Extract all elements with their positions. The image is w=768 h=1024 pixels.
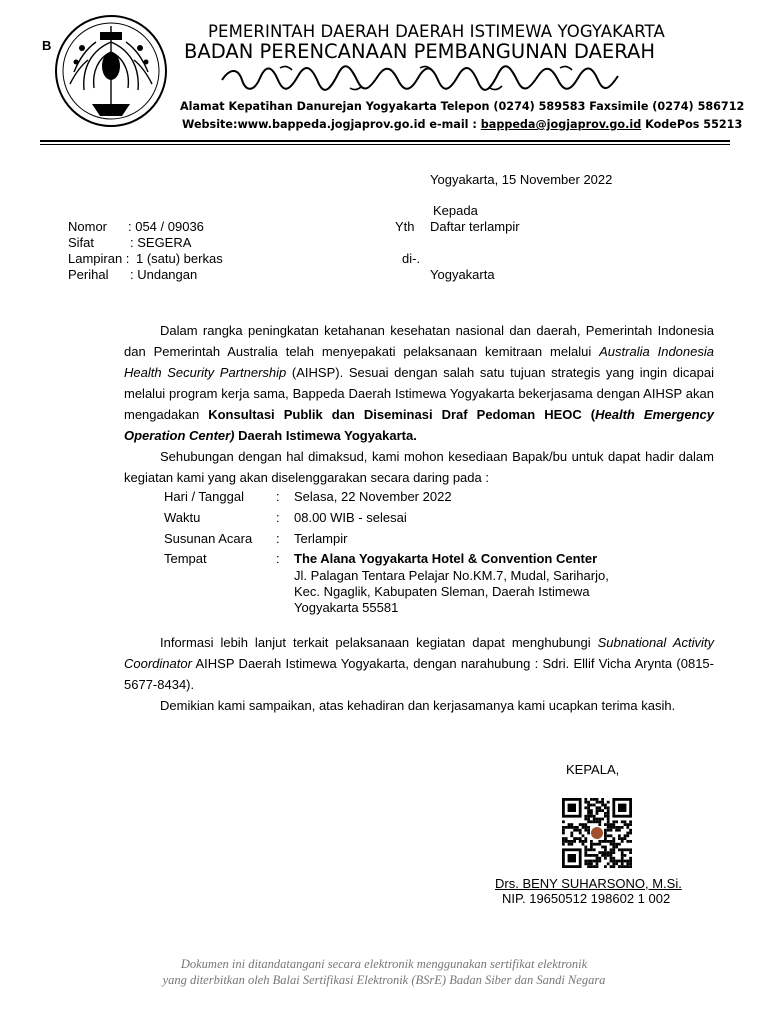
lampiran-label: Lampiran : — [68, 251, 130, 266]
body-paragraph-1 — [124, 320, 714, 446]
susunan-label: Susunan Acara — [164, 531, 253, 546]
footer-line-2: yang diterbitkan oleh Balai Sertifikasi Elektronik (BSrE) Badan Siber dan Sandi Negara — [162, 973, 606, 987]
p1-bold-diy: Daerah Istimewa Yogyakarta. — [234, 428, 417, 443]
header-website — [182, 118, 742, 131]
hari-label: Hari / Tanggal — [164, 489, 244, 504]
lampiran-value: 1 (satu) berkas — [136, 251, 223, 266]
p3-italic-coordinator: Subnational Activity Coordinator — [124, 635, 714, 671]
page-marker: B — [42, 38, 52, 53]
header-divider-thin — [40, 144, 730, 145]
website-text: Website:www.bappeda.jogjaprov.go.id e-mail : — [182, 118, 481, 131]
tempat-label: Tempat — [164, 551, 207, 566]
footer-line-1: Dokumen ini ditandatangani secara elektronik menggunakan sertifikat elektronik — [180, 957, 588, 971]
waktu-value: 08.00 WIB - selesai — [294, 510, 407, 525]
header-divider — [40, 140, 730, 142]
body-paragraph-3 — [124, 632, 714, 695]
perihal-label: Perihal — [68, 267, 109, 282]
p1-bold-title: Konsultasi Publik dan Diseminasi Draf Pedoman HEOC ( — [208, 407, 596, 422]
header-address: Alamat Kepatihan Danurejan Yogyakarta Telepon (0274) 589583 Faxsimile (0274) 586712 — [180, 100, 745, 113]
p3-text-c: AIHSP Daerah Istimewa Yogyakarta, dengan narahubung : Sdri. Ellif Vicha Arynta (0815-5677-8434). — [124, 656, 714, 692]
header-government-line: PEMERINTAH DAERAH DAERAH ISTIMEWA YOGYAKARTA — [208, 22, 665, 41]
schedule-block — [164, 489, 724, 619]
recipient-name: Daftar terlampir — [430, 219, 520, 234]
body-paragraph-4 — [124, 695, 714, 716]
email-link[interactable]: bappeda@jogjaprov.go.id — [480, 118, 642, 131]
p1-text-a: Dalam rangka peningkatan ketahanan kesehatan nasional dan daerah, Pemerintah Indonesia dan Pemerintah Australia telah menyepakati pelaksanaan kemitraan melalui — [124, 323, 714, 359]
signatory-name: Drs. BENY SUHARSONO, M.Si. — [495, 876, 682, 891]
p1-bold-italic-heoc: Health Emergency Operation Center) — [124, 407, 715, 443]
body-paragraph-2 — [124, 446, 714, 488]
waktu-label: Waktu — [164, 510, 201, 525]
p1-italic-aihsp: Australia Indonesia Health Security Partnership — [124, 344, 714, 380]
tempat-colon: : — [276, 551, 280, 566]
signatory-nip: NIP. 19650512 198602 1 002 — [502, 891, 671, 906]
p4-text: Demikian kami sampaikan, atas kehadiran dan kerjasamanya kami ucapkan terima kasih. — [160, 698, 676, 713]
recipient-place: Yogyakarta — [430, 267, 495, 282]
tempat-value: The Alana Yogyakarta Hotel & Convention Center — [294, 551, 598, 566]
p2-text: Sehubungan dengan hal dimaksud, kami mohon kesediaan Bapak/bu untuk dapat hadir dalam kegiatan kami yang akan diselenggarakan secara daring pada : — [124, 449, 714, 485]
crest-logo-icon — [52, 12, 170, 130]
kodepos-text: KodePos 55213 — [641, 118, 743, 131]
p1-text-c: (AIHSP). Sesuai dengan salah satu tujuan strategis yang ingin dicapai melalui program kerja sama, Bappeda Daerah Istimewa Yogyakarta bekerjasama dengan AIHSP akan mengadakan — [124, 365, 714, 422]
nomor-label: Nomor — [68, 219, 108, 234]
p3-text-a: Informasi lebih lanjut terkait pelaksanaan kegiatan dapat menghubungi — [160, 635, 598, 650]
waktu-colon: : — [276, 510, 280, 525]
tempat-address-line-3: Yogyakarta 55581 — [294, 600, 399, 615]
tempat-address-line-2: Kec. Ngaglik, Kabupaten Sleman, Daerah Istimewa — [294, 584, 590, 599]
di-label: di-. — [402, 251, 421, 266]
perihal-value: : Undangan — [130, 267, 198, 282]
sifat-value: : SEGERA — [130, 235, 192, 250]
signature-title: KEPALA, — [566, 762, 620, 777]
qr-code-icon — [562, 798, 632, 868]
javanese-script-icon — [220, 64, 620, 92]
yth-label: Yth — [395, 219, 415, 234]
susunan-colon: : — [276, 531, 280, 546]
nomor-value: : 054 / 09036 — [128, 219, 204, 234]
kepada-label: Kepada — [433, 203, 478, 218]
susunan-value: Terlampir — [294, 531, 348, 546]
hari-colon: : — [276, 489, 280, 504]
sifat-label: Sifat — [68, 235, 95, 250]
hari-value: Selasa, 22 November 2022 — [294, 489, 452, 504]
header-agency-line: BADAN PERENCANAAN PEMBANGUNAN DAERAH — [184, 40, 655, 63]
letter-date: Yogyakarta, 15 November 2022 — [430, 172, 613, 187]
tempat-address-line-1: Jl. Palagan Tentara Pelajar No.KM.7, Mudal, Sariharjo, — [294, 568, 609, 583]
